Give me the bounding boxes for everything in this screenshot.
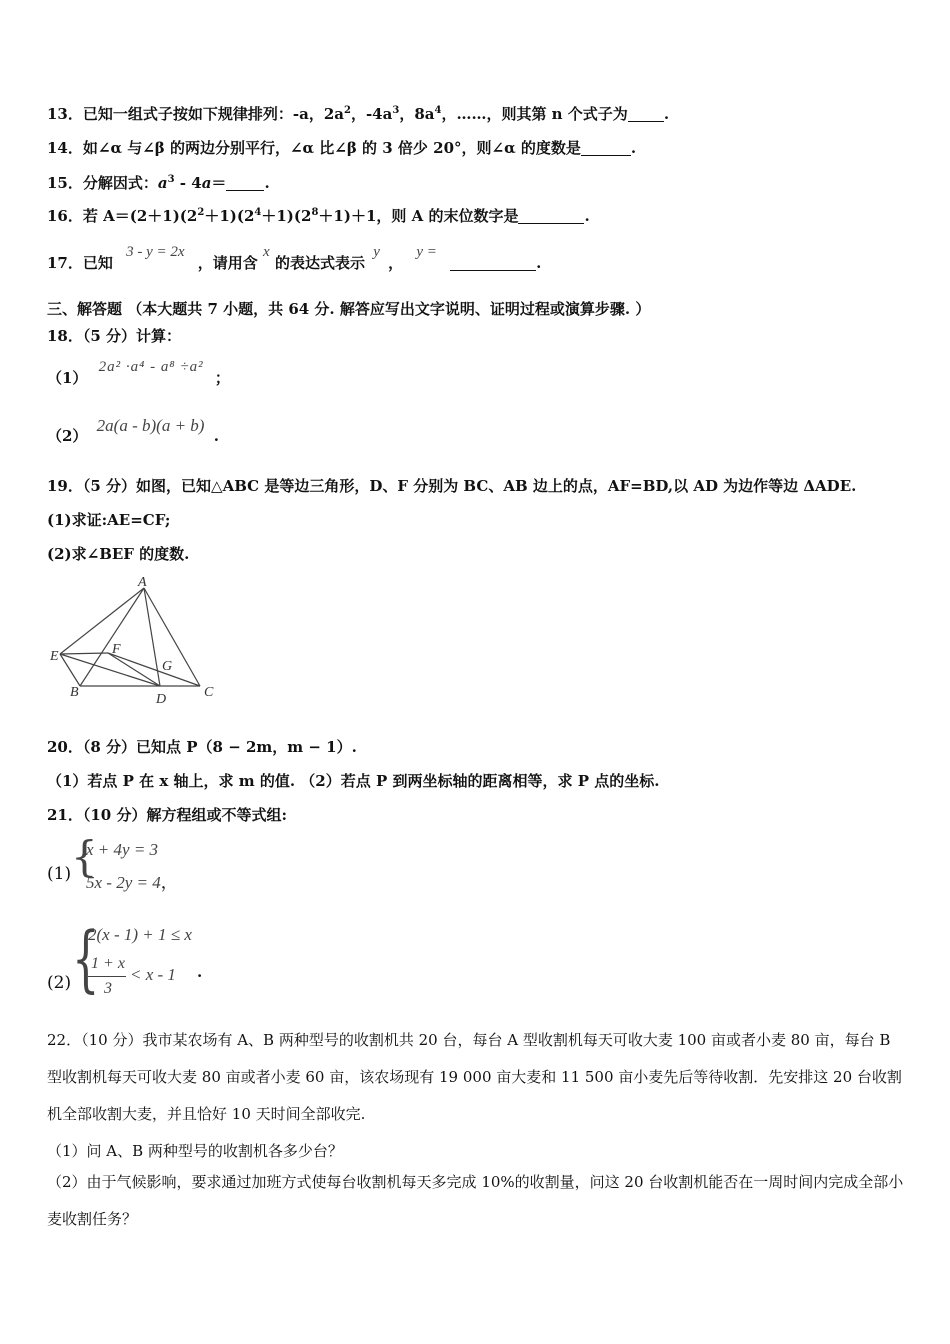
system1-eq2: 5x - 2y = 4，	[86, 873, 178, 893]
system2-end: .	[197, 963, 203, 981]
answer-blank	[628, 107, 664, 122]
fraction-bar	[88, 976, 126, 977]
question-18: 18．（5 分）计算：	[47, 327, 182, 345]
question-18-part2: （2） 2a(a - b)(a + b) .	[47, 416, 219, 445]
system1-eq1: x + 4y = 3	[86, 840, 159, 859]
label-a: A	[138, 575, 147, 590]
answer-blank	[518, 209, 584, 224]
question-16: 16．若 $A=(2+1)(2^2+1)(2^4+1)(2^8+1)+1$，则 A 的末位数字是 .	[47, 207, 590, 225]
question-22: 22．（10 分）我市某农场有 A、B 两种型号的收割机共 20 台，每台 A 型收割机每天可收大麦 100 亩或者小麦 80 亩，每台 B 型收割机每天可收大麦 80 亩或者小麦 60 亩，该农场现有 19 000 亩大麦和 11 500 亩小麦先后等待收割．先安排这 20 台收割机全部收割大麦，并且恰好 10 天时间全部收完.	[47, 1031, 902, 1123]
triangle-figure	[48, 574, 223, 706]
section-heading: 三、解答题 （本大题共 7 小题，共 64 分. 解答应写出文字说明、证明过程或演算步骤. ）	[47, 300, 651, 318]
question-17: 17．已知 3 - y = 2x ，请用含 x 的表达式表示 y ， y = .	[47, 244, 542, 272]
question-20-sub: （1）若点 P 在 x 轴上，求 m 的值. （2）若点 P 到两坐标轴的距离相等，求 P 点的坐标.	[47, 772, 660, 790]
brace-1: {	[71, 832, 98, 881]
question-21: 21．（10 分）解方程组或不等式组:	[47, 806, 288, 824]
system2-ineq1: 2(x - 1) + 1 ≤ x	[88, 925, 192, 944]
question-18-part1: （1） 2a² ·a⁴ - a⁸ ÷a² ；	[47, 359, 230, 387]
question-19: 19．（5 分）如图，已知△ABC 是等边三角形，D、F 分别为 BC、AB 边上的点，AF=BD,以 AD 为边作等边 ΔADE.	[47, 477, 857, 495]
system2-denominator: 3	[104, 980, 112, 997]
question-15: 15．分解因式：$a^3 - 4a=$ .	[47, 174, 270, 192]
question-22-sub1: （1）问 A、B 两种型号的收割机各多少台？	[47, 1142, 343, 1160]
answer-blank	[226, 176, 264, 191]
question-19-sub1: (1)求证:AE=CF;	[47, 511, 171, 529]
label-f: F	[112, 642, 121, 657]
question-21-part1-label: (1)	[47, 864, 72, 884]
label-d: D	[156, 692, 167, 706]
system2-relation: < x - 1	[130, 965, 176, 984]
question-13: 13．已知一组式子按如下规律排列：-a，$2a^2$，$-4a^3$，$8a^4$，……，则其第 n 个式子为 .	[47, 105, 670, 123]
question-21-part2-label: (2)	[47, 973, 72, 993]
label-e: E	[50, 649, 59, 664]
question-22-sub2: （2）由于气候影响，要求通过加班方式使每台收割机每天多完成 10%的收割量，问这 20 台收割机能否在一周时间内完成全部小麦收割任务？	[47, 1173, 904, 1228]
question-19-sub2: (2)求∠BEF 的度数.	[47, 545, 190, 563]
question-20: 20．（8 分）已知点 P（8 − 2m，m − 1）.	[47, 738, 357, 756]
answer-blank	[581, 141, 631, 156]
label-c: C	[204, 685, 214, 700]
system2-numerator: 1 + x	[91, 955, 125, 972]
answer-blank	[450, 256, 536, 271]
brace-2: {	[72, 916, 100, 1000]
label-g: G	[162, 659, 173, 674]
label-b: B	[70, 685, 79, 700]
question-14: 14．如∠α 与∠β 的两边分别平行，∠α 比∠β 的 3 倍少 20°，则∠α 的度数是 .	[47, 139, 637, 157]
